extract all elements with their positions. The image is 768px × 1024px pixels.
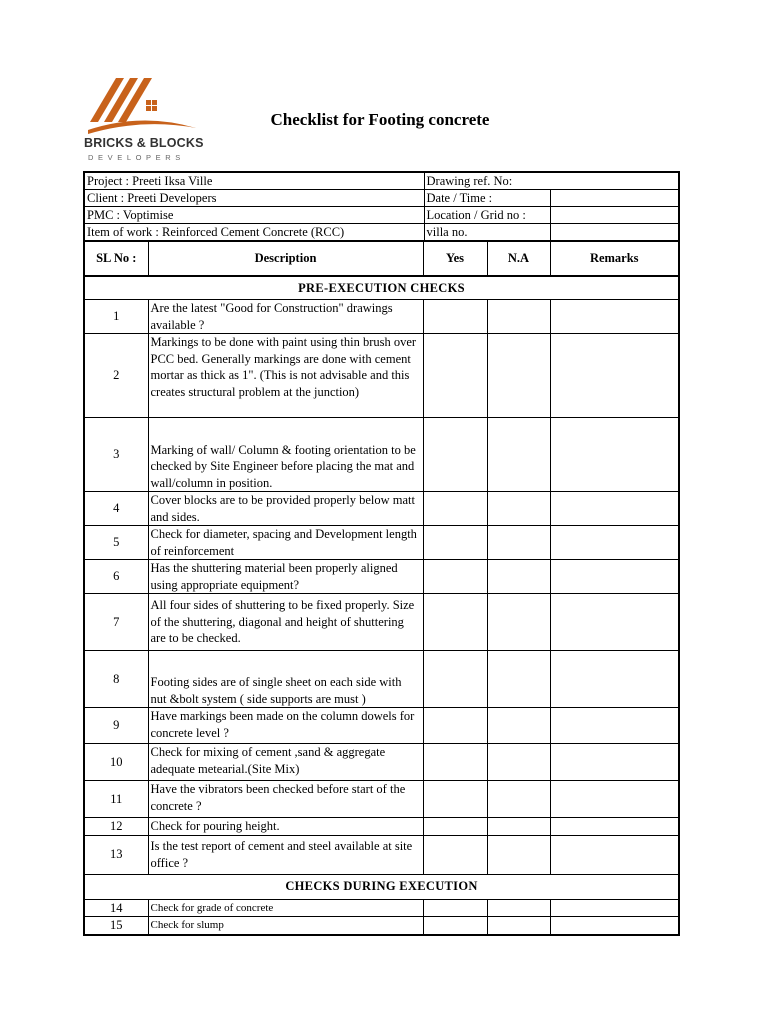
remarks-cell[interactable]: [550, 835, 679, 874]
row-number: 10: [84, 744, 148, 781]
remarks-cell[interactable]: [550, 334, 679, 418]
remarks-cell[interactable]: [550, 781, 679, 818]
header-remarks: Remarks: [550, 241, 679, 276]
remarks-cell[interactable]: [550, 418, 679, 492]
row-number: 5: [84, 526, 148, 560]
na-cell[interactable]: [487, 560, 550, 594]
row-description: Check for grade of concrete: [148, 899, 423, 917]
yes-cell[interactable]: [423, 651, 487, 708]
logo-roof-icon: [86, 78, 198, 136]
na-cell[interactable]: [487, 651, 550, 708]
remarks-cell[interactable]: [550, 526, 679, 560]
row-number: 15: [84, 917, 148, 935]
row-description: Has the shuttering material been properly aligned using appropriate equipment?: [148, 560, 423, 594]
na-cell[interactable]: [487, 781, 550, 818]
row-number: 4: [84, 492, 148, 526]
remarks-cell[interactable]: [550, 560, 679, 594]
row-number: 3: [84, 418, 148, 492]
location-field: Location / Grid no :: [424, 207, 550, 224]
project-field: Project : Preeti Iksa Ville: [84, 172, 424, 190]
na-cell[interactable]: [487, 835, 550, 874]
row-description: Check for mixing of cement ,sand & aggregate adequate metearial.(Site Mix): [148, 744, 423, 781]
row-number: 7: [84, 594, 148, 651]
row-description: Check for slump: [148, 917, 423, 935]
section-pre-execution: PRE-EXECUTION CHECKS: [84, 276, 679, 300]
row-number: 6: [84, 560, 148, 594]
row-description: Check for diameter, spacing and Development length of reinforcement: [148, 526, 423, 560]
header-na: N.A: [487, 241, 550, 276]
villa-value[interactable]: [550, 224, 679, 242]
yes-cell[interactable]: [423, 526, 487, 560]
company-logo: [80, 78, 210, 168]
row-description: Markings to be done with paint using thin brush over PCC bed. Generally markings are done with cement mortar as thick as 1". (This is not advisable and this creates structural problem at the junction): [148, 334, 423, 418]
row-description: All four sides of shuttering to be fixed properly. Size of the shuttering, diagonal and height of shuttering are to be checked.: [148, 594, 423, 651]
na-cell[interactable]: [487, 899, 550, 917]
yes-cell[interactable]: [423, 492, 487, 526]
row-number: 14: [84, 899, 148, 917]
na-cell[interactable]: [487, 744, 550, 781]
row-description: Check for pouring height.: [148, 818, 423, 836]
row-description: Footing sides are of single sheet on each side with nut &bolt system ( side supports are must ): [148, 651, 423, 708]
row-description: Marking of wall/ Column & footing orientation to be checked by Site Engineer before placing the mat and wall/column in position.: [148, 418, 423, 492]
row-description: Are the latest "Good for Construction" drawings available ?: [148, 300, 423, 334]
na-cell[interactable]: [487, 334, 550, 418]
row-description: Have markings been made on the column dowels for concrete level ?: [148, 708, 423, 744]
yes-cell[interactable]: [423, 300, 487, 334]
logo-company-name: BRICKS & BLOCKS: [84, 136, 204, 150]
row-description: Is the test report of cement and steel available at site office ?: [148, 835, 423, 874]
na-cell[interactable]: [487, 418, 550, 492]
header-description: Description: [148, 241, 423, 276]
villa-field: villa no.: [424, 224, 550, 242]
header-sl-no: SL No :: [84, 241, 148, 276]
remarks-cell[interactable]: [550, 899, 679, 917]
remarks-cell[interactable]: [550, 708, 679, 744]
remarks-cell[interactable]: [550, 300, 679, 334]
row-description: Cover blocks are to be provided properly below matt and sides.: [148, 492, 423, 526]
row-number: 1: [84, 300, 148, 334]
row-number: 2: [84, 334, 148, 418]
na-cell[interactable]: [487, 917, 550, 935]
na-cell[interactable]: [487, 300, 550, 334]
remarks-cell[interactable]: [550, 917, 679, 935]
pmc-field: PMC : Voptimise: [84, 207, 424, 224]
na-cell[interactable]: [487, 818, 550, 836]
remarks-cell[interactable]: [550, 492, 679, 526]
yes-cell[interactable]: [423, 917, 487, 935]
yes-cell[interactable]: [423, 744, 487, 781]
drawing-ref-field: Drawing ref. No:: [424, 172, 679, 190]
yes-cell[interactable]: [423, 781, 487, 818]
na-cell[interactable]: [487, 492, 550, 526]
row-number: 11: [84, 781, 148, 818]
row-number: 12: [84, 818, 148, 836]
yes-cell[interactable]: [423, 334, 487, 418]
yes-cell[interactable]: [423, 418, 487, 492]
logo-tagline: DEVELOPERS: [88, 153, 185, 162]
yes-cell[interactable]: [423, 560, 487, 594]
yes-cell[interactable]: [423, 835, 487, 874]
na-cell[interactable]: [487, 526, 550, 560]
document-title: Checklist for Footing concrete: [270, 110, 490, 129]
yes-cell[interactable]: [423, 594, 487, 651]
row-number: 9: [84, 708, 148, 744]
remarks-cell[interactable]: [550, 651, 679, 708]
date-time-field: Date / Time :: [424, 190, 550, 207]
yes-cell[interactable]: [423, 899, 487, 917]
client-field: Client : Preeti Developers: [84, 190, 424, 207]
header-yes: Yes: [423, 241, 487, 276]
item-of-work-field: Item of work : Reinforced Cement Concrete (RCC): [84, 224, 424, 242]
remarks-cell[interactable]: [550, 744, 679, 781]
remarks-cell[interactable]: [550, 818, 679, 836]
na-cell[interactable]: [487, 594, 550, 651]
yes-cell[interactable]: [423, 818, 487, 836]
row-number: 13: [84, 835, 148, 874]
section-during-execution: CHECKS DURING EXECUTION: [84, 874, 679, 899]
date-time-value[interactable]: [550, 190, 679, 207]
yes-cell[interactable]: [423, 708, 487, 744]
checklist-table: [83, 240, 680, 936]
row-description: Have the vibrators been checked before start of the concrete ?: [148, 781, 423, 818]
project-info-table: [83, 171, 680, 242]
row-number: 8: [84, 651, 148, 708]
location-value[interactable]: [550, 207, 679, 224]
remarks-cell[interactable]: [550, 594, 679, 651]
na-cell[interactable]: [487, 708, 550, 744]
